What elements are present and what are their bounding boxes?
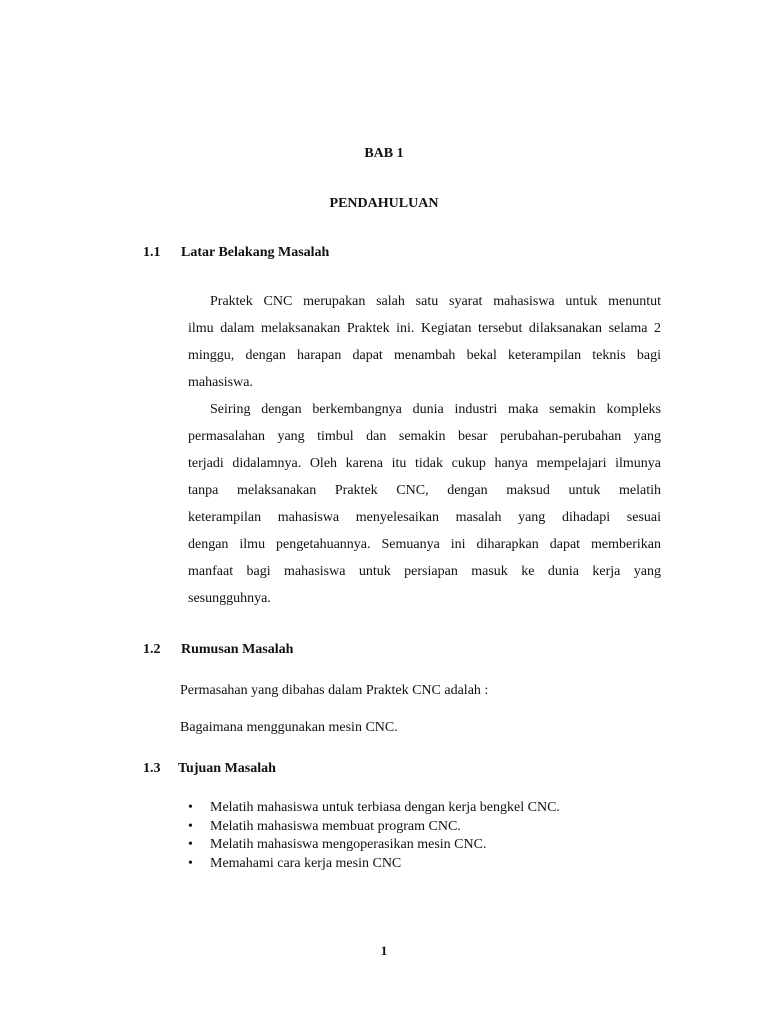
bullet-icon: • <box>188 800 193 815</box>
bullet-icon: • <box>188 856 193 872</box>
paragraph-line: Seiring dengan berkembangnya dunia industri maka semakin kompleks <box>210 402 661 417</box>
section-number-1-2: 1.2 <box>143 642 161 657</box>
page-number: 1 <box>380 943 388 958</box>
list-item <box>188 818 560 837</box>
paragraph-line: keterampilan mahasiswa menyelesaikan masalah yang dihadapi sesuai <box>188 510 661 525</box>
paragraph-1 <box>188 288 661 396</box>
section-heading-1-3: Tujuan Masalah <box>178 761 276 776</box>
paragraph-line: Praktek CNC merupakan salah satu syarat mahasiswa untuk menuntut <box>210 294 661 309</box>
bullet-icon: • <box>188 818 193 834</box>
list-item-text: Melatih mahasiswa untuk terbiasa dengan kerja bengkel CNC. <box>210 800 560 815</box>
paragraph-line: permasalahan yang timbul dan semakin besar perubahan-perubahan yang <box>188 429 661 444</box>
paragraph-line: minggu, dengan harapan dapat menambah bekal keterampilan teknis bagi <box>188 348 661 363</box>
section-number-1-1: 1.1 <box>143 245 161 260</box>
chapter-title: PENDAHULUAN <box>329 196 439 211</box>
problem-intro: Permasahan yang dibahas dalam Praktek CNC adalah : <box>180 683 489 698</box>
paragraph-line: dengan ilmu pengetahuannya. Semuanya ini diharapkan dapat memberikan <box>188 537 661 552</box>
paragraph-line: tanpa melaksanakan Praktek CNC, dengan maksud untuk melatih <box>188 483 661 498</box>
list-item <box>188 836 560 855</box>
section-heading-1-1: Latar Belakang Masalah <box>181 245 330 260</box>
list-item-text: Melatih mahasiswa membuat program CNC. <box>210 818 461 834</box>
list-item-text: Memahami cara kerja mesin CNC <box>210 856 402 872</box>
list-item <box>188 855 560 874</box>
section-heading-1-2: Rumusan Masalah <box>181 642 294 657</box>
list-item-text: Melatih mahasiswa mengoperasikan mesin CNC. <box>210 837 487 853</box>
chapter-label: BAB 1 <box>364 146 404 161</box>
paragraph-2 <box>188 396 661 612</box>
paragraph-line: manfaat bagi mahasiswa untuk persiapan masuk ke dunia kerja yang <box>188 564 661 579</box>
paragraph-line: terjadi didalamnya. Oleh karena itu tidak cukup hanya mempelajari ilmunya <box>188 456 661 471</box>
bullet-icon: • <box>188 837 193 853</box>
problem-statement: Bagaimana menggunakan mesin CNC. <box>180 720 398 735</box>
section-number-1-3: 1.3 <box>143 761 161 776</box>
paragraph-line: mahasiswa. <box>188 375 253 390</box>
paragraph-line: sesungguhnya. <box>188 591 271 606</box>
objectives-list <box>188 799 560 874</box>
paragraph-line: ilmu dalam melaksanakan Praktek ini. Kegiatan tersebut dilaksanakan selama 2 <box>188 321 661 336</box>
list-item <box>188 799 560 818</box>
